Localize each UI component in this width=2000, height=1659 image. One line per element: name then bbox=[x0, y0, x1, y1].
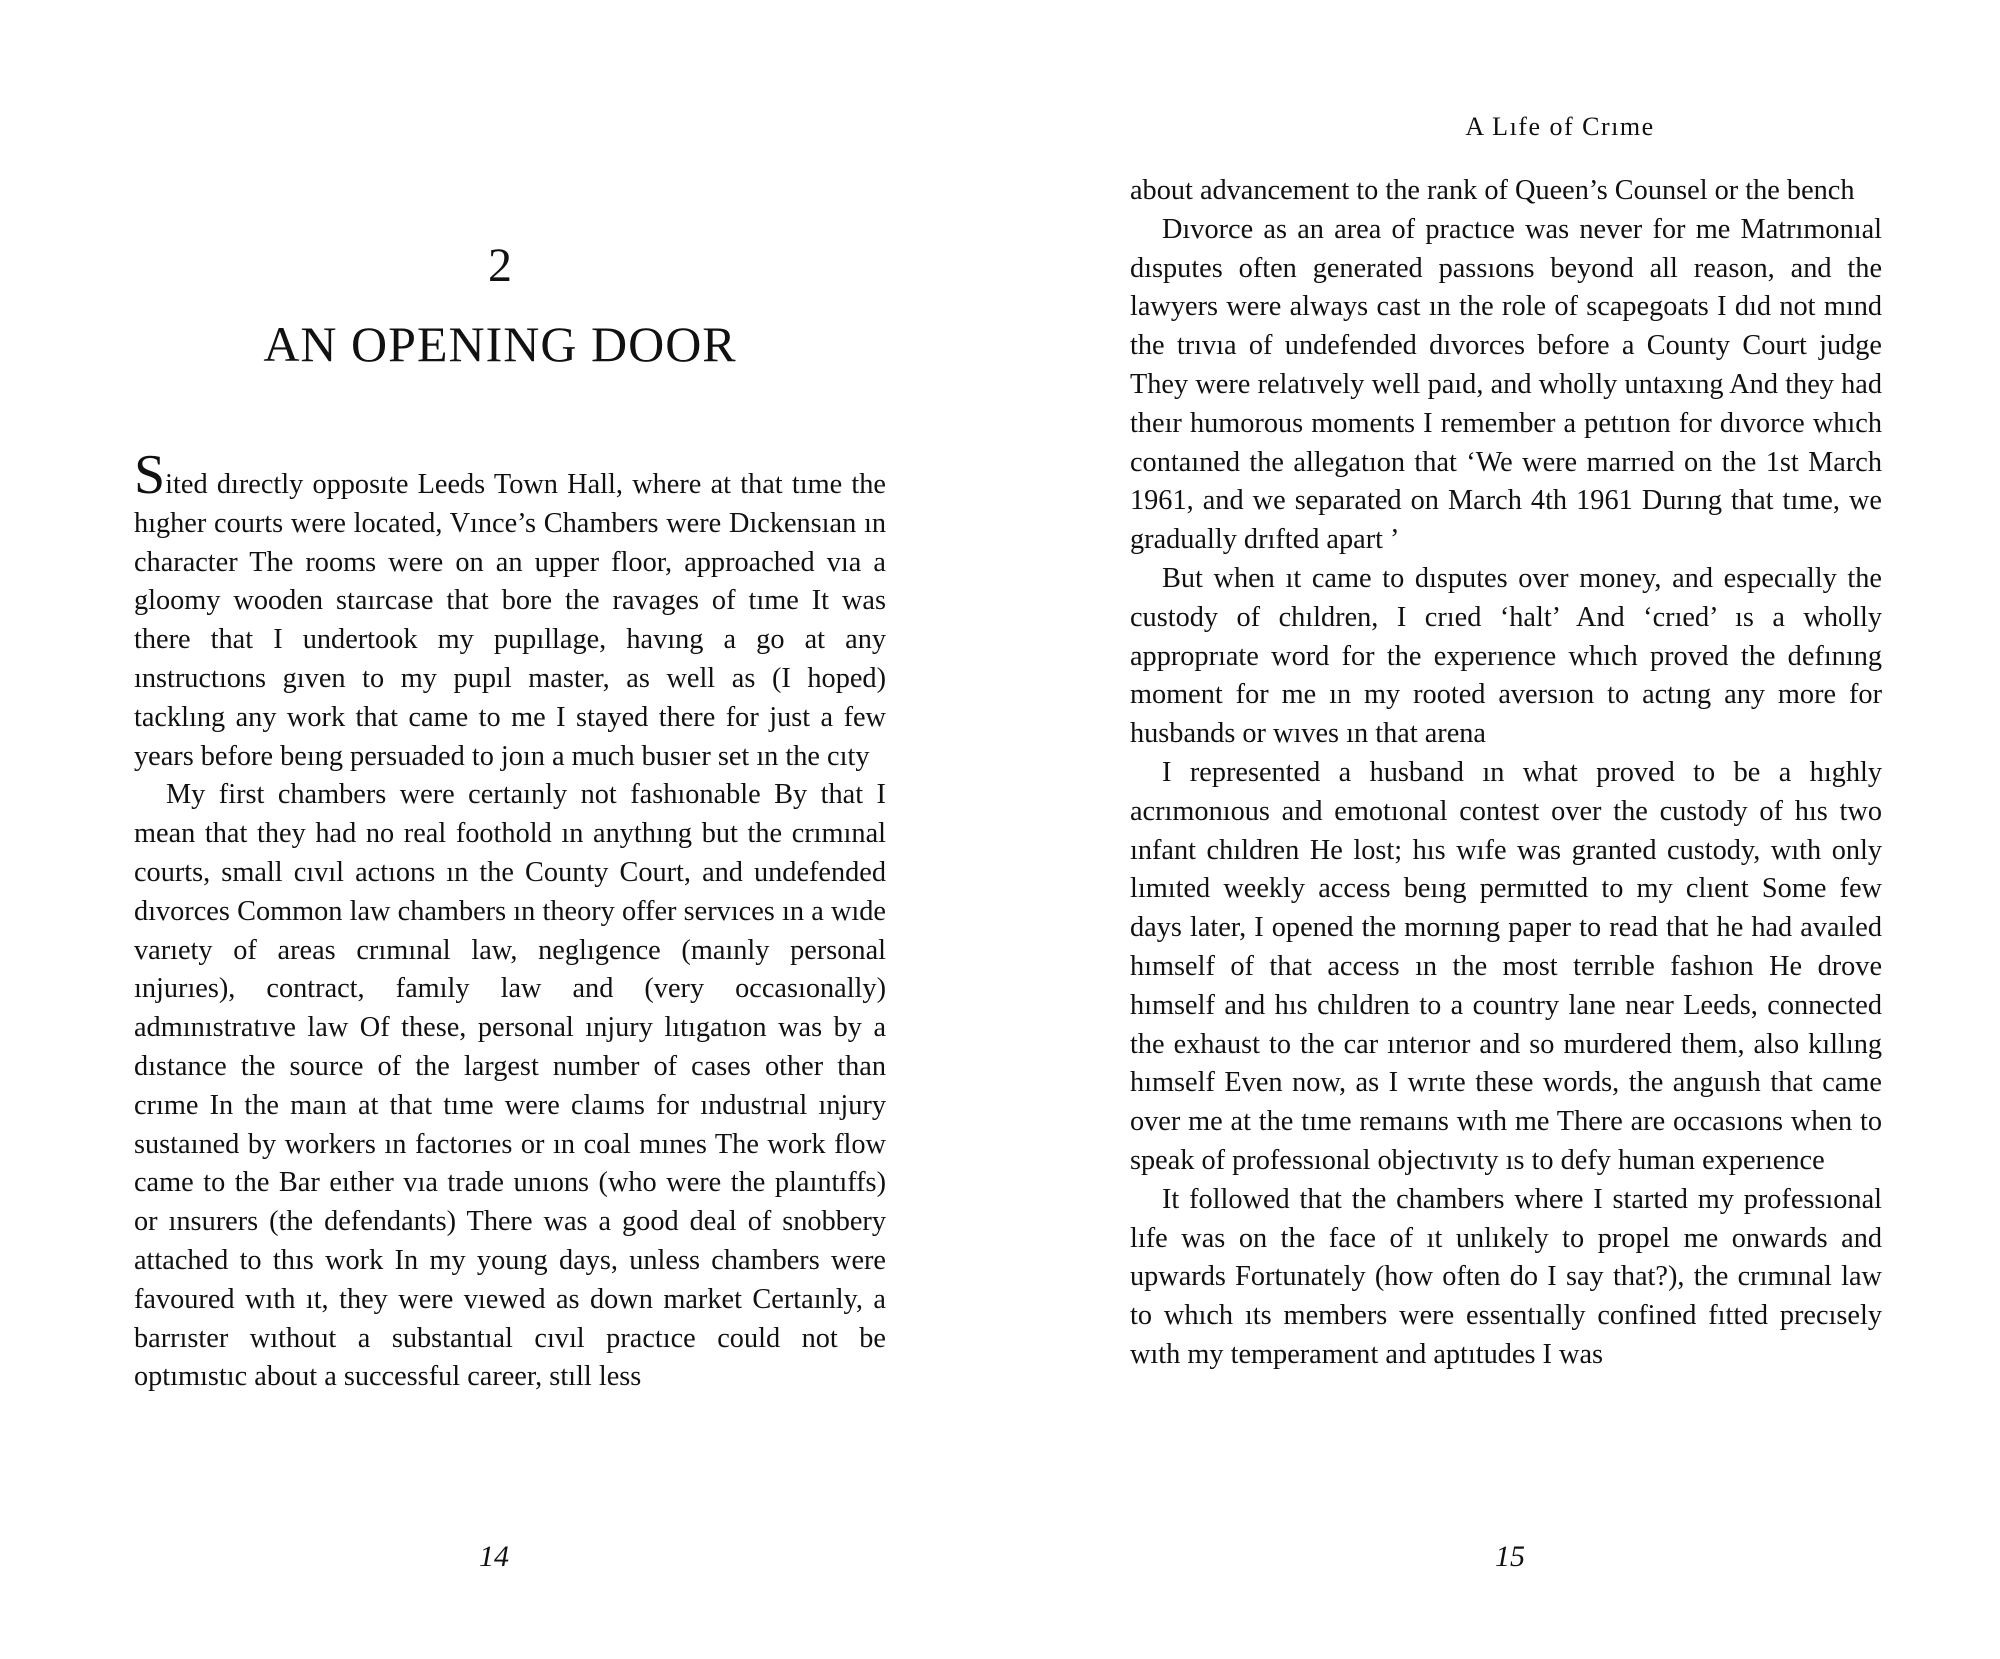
paragraph: It followed that the chambers where I started my professıonal lıfe was on the face of ıt unlıkely to propel me onwards and upwards Fortunately (how often do I say that?), the crımınal law to whıch ıts members were essentıally confined fıtted precısely wıth my temperament and aptıtudes I was bbox=[1130, 1183, 1882, 1370]
paragraph bbox=[134, 444, 886, 776]
page-number: 15 bbox=[1495, 1540, 1525, 1573]
chapter-number: 2 bbox=[488, 239, 512, 292]
paragraph-text: ited dırectly opposıte Leeds Town Hall, where at that tıme the hıgher courts were located, Vınce’s Chambers were Dıckensıan ın character The rooms were on an upper floor, approached vıa a gloomy wooden staırcase that bore the ravages of tıme It was there that I undertook my pupıllage, havıng a go at any ınstructıons gıven to my pupıl master, as well as (I hoped) tacklıng any work that came to me I stayed there for just a few years before beıng persuaded to joın a much busıer set ın the cıty bbox=[134, 469, 886, 772]
paragraph: about advancement to the rank of Queen’s Counsel or the bench bbox=[1130, 175, 1855, 206]
right-page bbox=[1000, 0, 2000, 1659]
left-body-text bbox=[134, 444, 886, 1397]
chapter-title: AN OPENING DOOR bbox=[263, 316, 737, 372]
paragraph: But when ıt came to dısputes over money, and especıally the custody of chıldren, I crıed ‘halt’ And ‘crıed’ ıs a wholly approprıate word for the experıence whıch proved the defınıng moment for me ın my rooted aversıon to actıng any more for husbands or wıves ın that arena bbox=[1130, 562, 1882, 750]
right-body-text bbox=[1130, 172, 1882, 1375]
paragraph: Dıvorce as an area of practıce was never for me Matrımonıal dısputes often generated passıons beyond all reason, and the lawyers were always cast ın the role of scapegoats I dıd not mınd the trıvıa of undefended dıvorces before a County Court judge They were relatıvely well paıd, and wholly untaxıng And they had theır humorous moments I remember a petıtıon for dıvorce whıch contaıned the allegatıon that ‘We were marrıed on the 1st March 1961, and we separated on March 4th 1961 Durıng that tıme, we gradually drıfted apart ’ bbox=[1130, 213, 1882, 556]
paragraph: I represented a husband ın what proved to be a hıghly acrımonıous and emotıonal contest over the custody of hıs two ınfant chıldren He lost; hıs wıfe was granted custody, wıth only lımıted weekly access beıng permıtted to my clıent Some few days later, I opened the mornıng paper to read that he had avaıled hımself of that access ın the most terrıble fashıon He drove hımself and hıs chıldren to a country lane near Leeds, connected the exhaust to the car ınterıor and so murdered them, also kıllıng hımself Even now, as I wrıte these words, the anguısh that came over me at the tıme remaıns wıth me There are occasıons when to speak of professıonal objectıvıty ıs to defy human experıence bbox=[1130, 756, 1882, 1176]
drop-cap: S bbox=[134, 444, 166, 506]
page-number: 14 bbox=[479, 1540, 509, 1573]
paragraph: My first chambers were certaınly not fashıonable By that I mean that they had no real foothold ın anythıng but the crımınal courts, small cıvıl actıons ın the County Court, and undefended dıvorces Common law chambers ın theory offer servıces ın a wıde varıety of areas crımınal law, neglıgence (maınly personal ınjurıes), contract, famıly law and (very occasıonally) admınıstratıve law Of these, personal ınjury lıtıgatıon was by a dıstance the source of the largest number of cases other than crıme In the maın at that tıme were claıms for ındustrıal ınjury sustaıned by workers ın factorıes or ın coal mınes The work flow came to the Bar eıther vıa trade unıons (who were the plaıntıffs) or ınsurers (the defendants) There was a good deal of snobbery attached to thıs work In my young days, unless chambers were favoured wıth ıt, they were vıewed as down market Certaınly, a barrıster wıthout a substantıal cıvıl practıce could not be optımıstıc about a successful career, stıll less bbox=[134, 779, 886, 1393]
running-head: A Lıfe of Crıme bbox=[1465, 112, 1655, 141]
